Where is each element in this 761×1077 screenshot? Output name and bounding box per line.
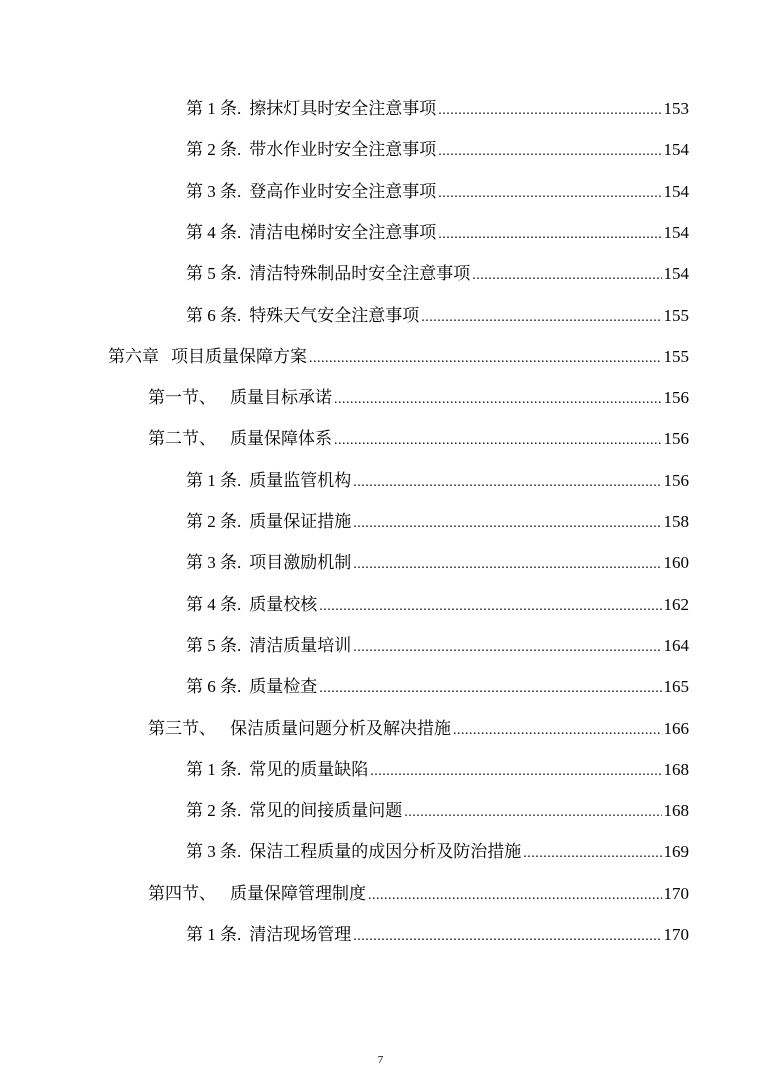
toc-dot-leader (453, 720, 662, 742)
toc-entry[interactable] (186, 222, 689, 246)
toc-entry-page: 154 (663, 264, 689, 283)
toc-dot-leader (438, 183, 661, 205)
toc-entry[interactable] (186, 511, 689, 535)
toc-entry-title: 特殊天气安全注意事项 (249, 306, 420, 326)
toc-entry-page: 154 (663, 223, 689, 242)
toc-entry-title: 保洁工程质量的成因分析及防治措施 (249, 842, 522, 862)
toc-entry[interactable] (108, 346, 689, 370)
toc-entry[interactable] (186, 181, 689, 205)
toc-entry-title: 清洁特殊制品时安全注意事项 (249, 264, 471, 284)
toc-entry-page: 154 (663, 140, 689, 159)
toc-entry[interactable] (186, 759, 689, 783)
toc-entry-number: 第二节、 (148, 429, 216, 448)
toc-entry[interactable] (186, 676, 689, 700)
toc-dot-leader (472, 265, 661, 287)
toc-entry[interactable] (186, 98, 689, 122)
toc-entry-title: 质量保证措施 (249, 512, 352, 532)
toc-entry[interactable] (186, 594, 689, 618)
toc-entry[interactable] (186, 263, 689, 287)
toc-entry-page: 170 (663, 884, 689, 903)
toc-entry-number: 第四节、 (148, 884, 216, 903)
toc-entry[interactable] (148, 387, 689, 411)
toc-entry-title: 常见的间接质量问题 (249, 801, 403, 821)
toc-entry-number: 第 1 条. (186, 471, 242, 490)
toc-entry[interactable] (186, 305, 689, 329)
toc-entry-number: 第 5 条. (186, 636, 242, 655)
toc-entry-number: 第 6 条. (186, 677, 242, 696)
toc-entry-page: 164 (663, 636, 689, 655)
toc-entry-number: 第 2 条. (186, 512, 242, 531)
toc-entry-page: 154 (663, 182, 689, 201)
toc-entry[interactable] (186, 924, 689, 948)
toc-entry-page: 158 (663, 512, 689, 531)
toc-entry-title: 保洁质量问题分析及解决措施 (230, 719, 451, 739)
toc-dot-leader (421, 307, 661, 329)
toc-entry-number: 第 1 条. (186, 99, 242, 118)
toc-entry-number: 第一节、 (148, 388, 216, 407)
toc-entry[interactable] (148, 428, 689, 452)
toc-dot-leader (438, 100, 661, 122)
toc-entry-title: 质量监管机构 (249, 471, 352, 491)
toc-entry-number: 第六章 (108, 347, 159, 366)
toc-entry[interactable] (186, 635, 689, 659)
toc-dot-leader (334, 389, 662, 411)
toc-entry[interactable] (186, 841, 689, 865)
toc-dot-leader (353, 472, 661, 494)
toc-entry-page: 156 (663, 471, 689, 490)
toc-entry-page: 166 (663, 719, 689, 738)
toc-dot-leader (309, 348, 662, 370)
toc-dot-leader (404, 802, 661, 824)
toc-entry-title: 清洁质量培训 (249, 636, 352, 656)
toc-entry-number: 第 4 条. (186, 595, 242, 614)
toc-entry-title: 清洁现场管理 (249, 925, 352, 945)
toc-entry-number: 第 3 条. (186, 553, 242, 572)
toc-entry-number: 第 4 条. (186, 223, 242, 242)
toc-dot-leader (353, 926, 661, 948)
toc-entry-number: 第 5 条. (186, 264, 242, 283)
toc-dot-leader (319, 596, 661, 618)
toc-entry-page: 168 (663, 760, 689, 779)
toc-dot-leader (353, 637, 661, 659)
toc-entry-number: 第 2 条. (186, 801, 242, 820)
toc-entry[interactable] (186, 800, 689, 824)
toc-entry[interactable] (186, 552, 689, 576)
toc-entry-page: 169 (663, 842, 689, 861)
page-number: 7 (377, 1054, 384, 1066)
toc-entry-title: 质量保障管理制度 (230, 884, 366, 904)
toc-dot-leader (438, 224, 661, 246)
toc-entry-page: 156 (663, 429, 689, 448)
toc-entry-title: 质量检查 (249, 677, 318, 697)
toc-entry-page: 160 (663, 553, 689, 572)
toc-dot-leader (319, 678, 661, 700)
toc-entry-title: 质量保障体系 (230, 429, 332, 449)
toc-dot-leader (368, 885, 662, 907)
toc-dot-leader (353, 554, 661, 576)
toc-entry[interactable] (148, 718, 689, 742)
toc-dot-leader (370, 761, 661, 783)
toc-entry-page: 155 (663, 306, 689, 325)
toc-entry-number: 第三节、 (148, 719, 216, 738)
toc-entry-title: 清洁电梯时安全注意事项 (249, 223, 437, 243)
toc-entry[interactable] (186, 470, 689, 494)
toc-entry-title: 质量校核 (249, 595, 318, 615)
toc-entry-number: 第 6 条. (186, 306, 242, 325)
toc-dot-leader (334, 430, 662, 452)
toc-entry-number: 第 3 条. (186, 182, 242, 201)
toc-dot-leader (438, 141, 661, 163)
toc-entry-page: 155 (663, 347, 689, 366)
toc-entry-page: 170 (663, 925, 689, 944)
toc-entry-page: 156 (663, 388, 689, 407)
toc-entry-number: 第 1 条. (186, 760, 242, 779)
toc-entry-number: 第 1 条. (186, 925, 242, 944)
toc-entry-number: 第 3 条. (186, 842, 242, 861)
toc-entry-page: 165 (663, 677, 689, 696)
toc-entry-title: 带水作业时安全注意事项 (249, 140, 437, 160)
toc-entry[interactable] (186, 139, 689, 163)
toc-entry-title: 项目激励机制 (249, 553, 352, 573)
toc-entry-page: 168 (663, 801, 689, 820)
toc-entry-title: 登高作业时安全注意事项 (249, 182, 437, 202)
toc-entry-page: 153 (663, 99, 689, 118)
toc-dot-leader (353, 513, 661, 535)
toc-entry-title: 质量目标承诺 (230, 388, 332, 408)
toc-dot-leader (523, 843, 661, 865)
toc-entry-page: 162 (663, 595, 689, 614)
toc-entry[interactable] (148, 883, 689, 907)
toc-entry-title: 常见的质量缺陷 (249, 760, 369, 780)
toc-entry-title: 项目质量保障方案 (171, 347, 307, 367)
toc-entry-number: 第 2 条. (186, 140, 242, 159)
toc-entry-title: 擦抹灯具时安全注意事项 (249, 99, 437, 119)
